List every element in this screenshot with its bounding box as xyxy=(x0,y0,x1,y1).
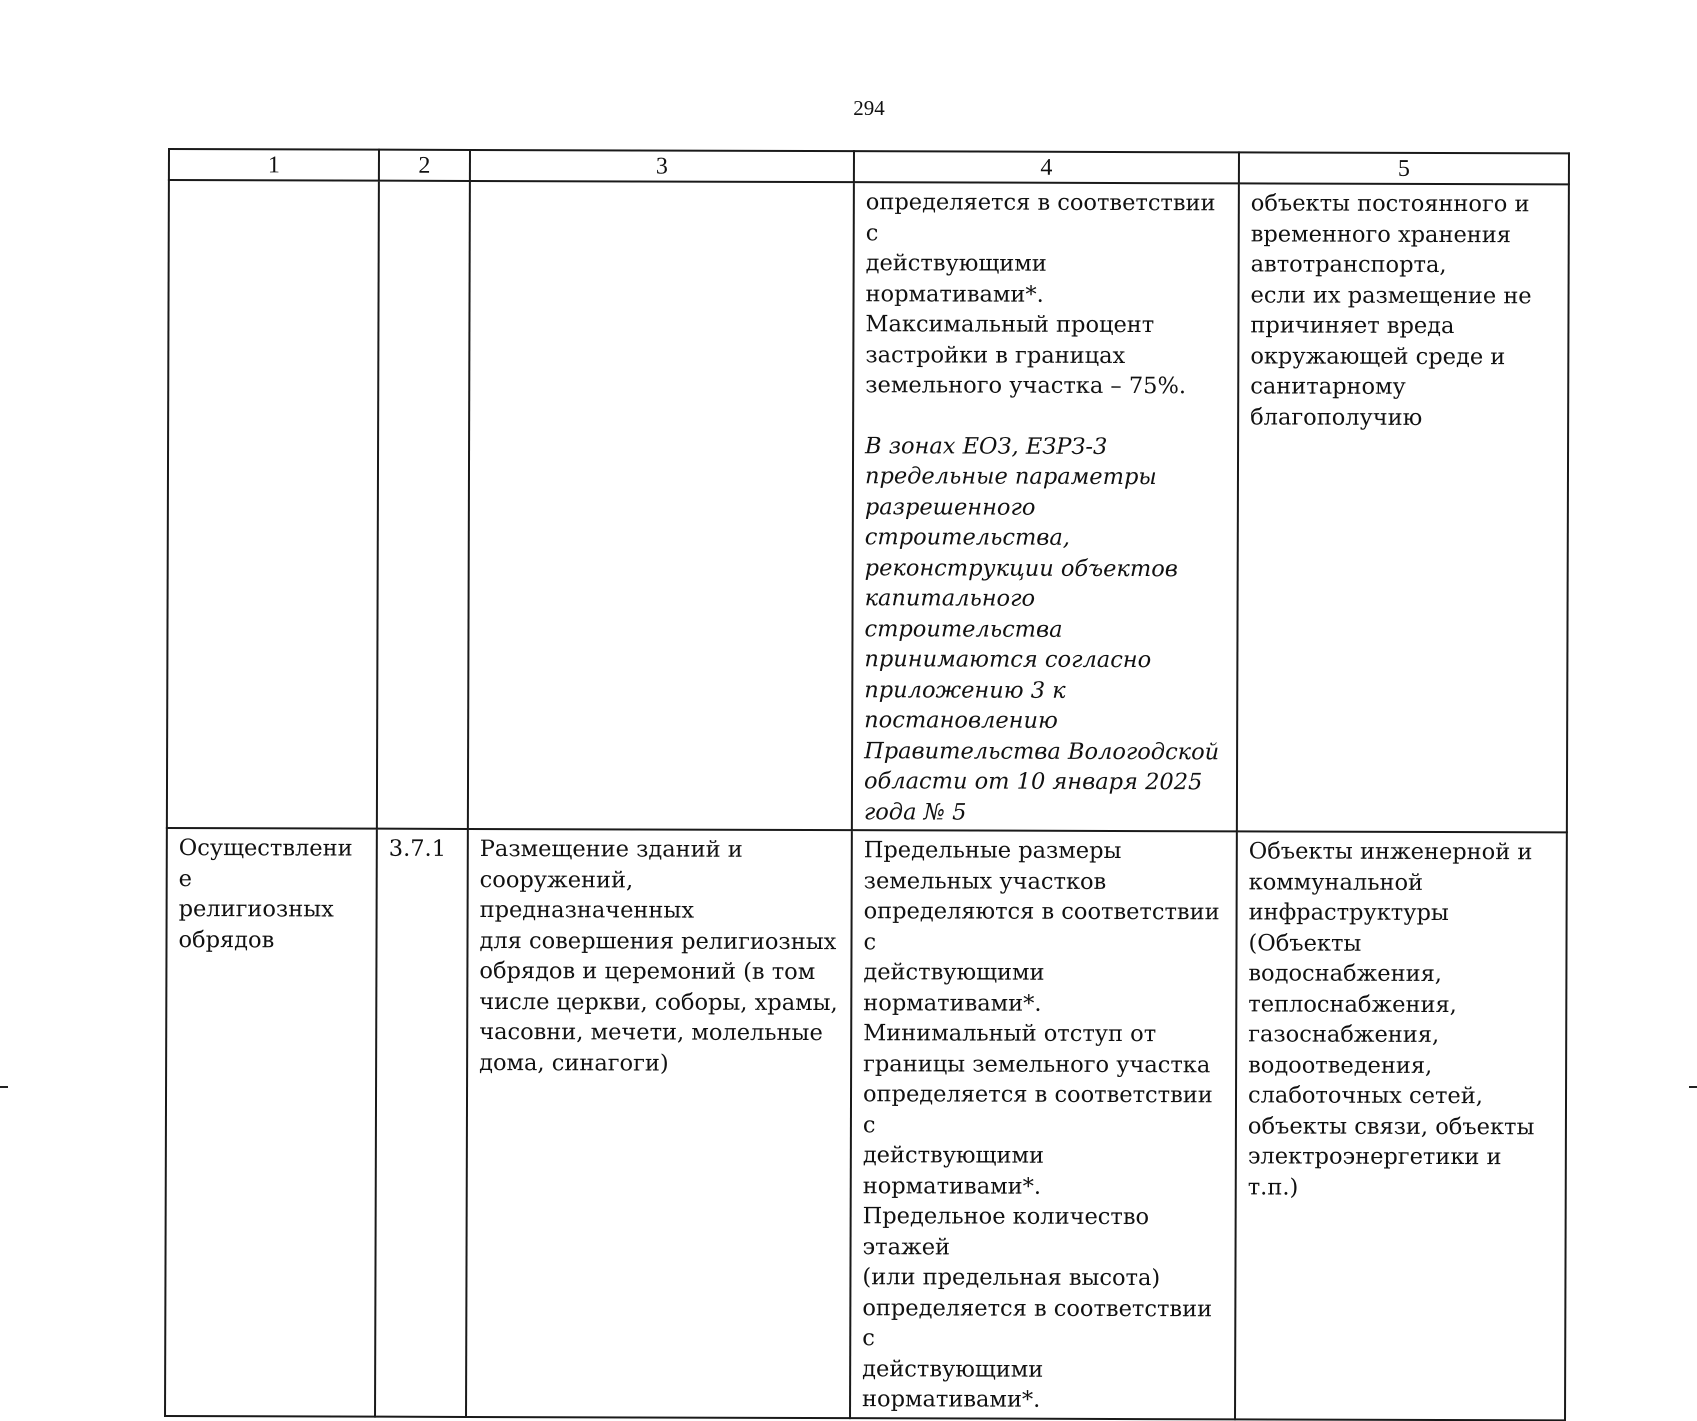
parameters-text: определяется в соответствии с действующими нормативами*. Максимальный процент застройки в границах земельного участка – 75%. xyxy=(865,189,1216,400)
cell-building-parameters xyxy=(852,182,1239,831)
parameters-text: Предельные размеры земельных участков определяются в соответствии с действующими нормативами*. Минимальный отступ от границы земельного участка определяется в соответствии с действующими нормативами*. Предельное количество этажей (или предельная высота) определяется в соответствии с действующими нормативами*. xyxy=(862,837,1220,1413)
cell-activity-name xyxy=(167,180,379,829)
zone-note-text: В зонах ЕОЗ, ЕЗРЗ-3 предельные параметры разрешенного строительства, реконструкции объектов капитального строительства принимаются согласно приложению 3 к постановлению Правительства Вологодской области от 10 января 2025 года № 5 xyxy=(863,432,1220,826)
cell-activity-name xyxy=(165,828,377,1416)
auxiliary-uses-text: объекты постоянного и временного хранения автотранспорта, если их размещение не причиняет вреда окружающей среде и санитарному благополучию xyxy=(1250,190,1532,431)
auxiliary-uses-text: Объекты инженерной и коммунальной инфраструктуры (Объекты водоснабжения, теплоснабжения, газоснабжения, водоотведения, слаботочных сетей, объекты связи, объекты электроэнергетики и т.п.) xyxy=(1247,838,1535,1201)
activity-description-text: Размещение зданий и сооружений, предназначенных для совершения религиозных обрядов и церемоний (в том числе церкви, соборы, храмы, часовни, мечети, молельные дома, синагоги) xyxy=(479,835,838,1077)
paragraph-gap xyxy=(865,401,1227,432)
cell-activity-code xyxy=(377,181,470,829)
header-col-5: 5 xyxy=(1239,152,1569,184)
header-col-4: 4 xyxy=(854,151,1239,183)
table-row-religious xyxy=(165,828,1567,1420)
cell-activity-description xyxy=(466,829,852,1418)
zoning-table xyxy=(164,148,1570,1421)
header-col-2: 2 xyxy=(379,150,470,181)
header-col-1: 1 xyxy=(169,149,379,181)
page-number: 294 xyxy=(853,96,885,120)
right-margin-mark xyxy=(1689,1086,1697,1088)
cell-building-parameters xyxy=(850,830,1237,1419)
cell-activity-description xyxy=(468,181,854,830)
table-header-row xyxy=(169,149,1569,184)
activity-name-text: Осуществление религиозных обрядов xyxy=(178,835,353,953)
left-margin-mark xyxy=(0,1086,8,1088)
header-col-3: 3 xyxy=(470,150,854,182)
cell-auxiliary-uses xyxy=(1237,183,1569,832)
table-row-continued xyxy=(167,180,1569,832)
cell-activity-code: 3.7.1 xyxy=(375,829,468,1417)
cell-auxiliary-uses xyxy=(1235,831,1567,1420)
